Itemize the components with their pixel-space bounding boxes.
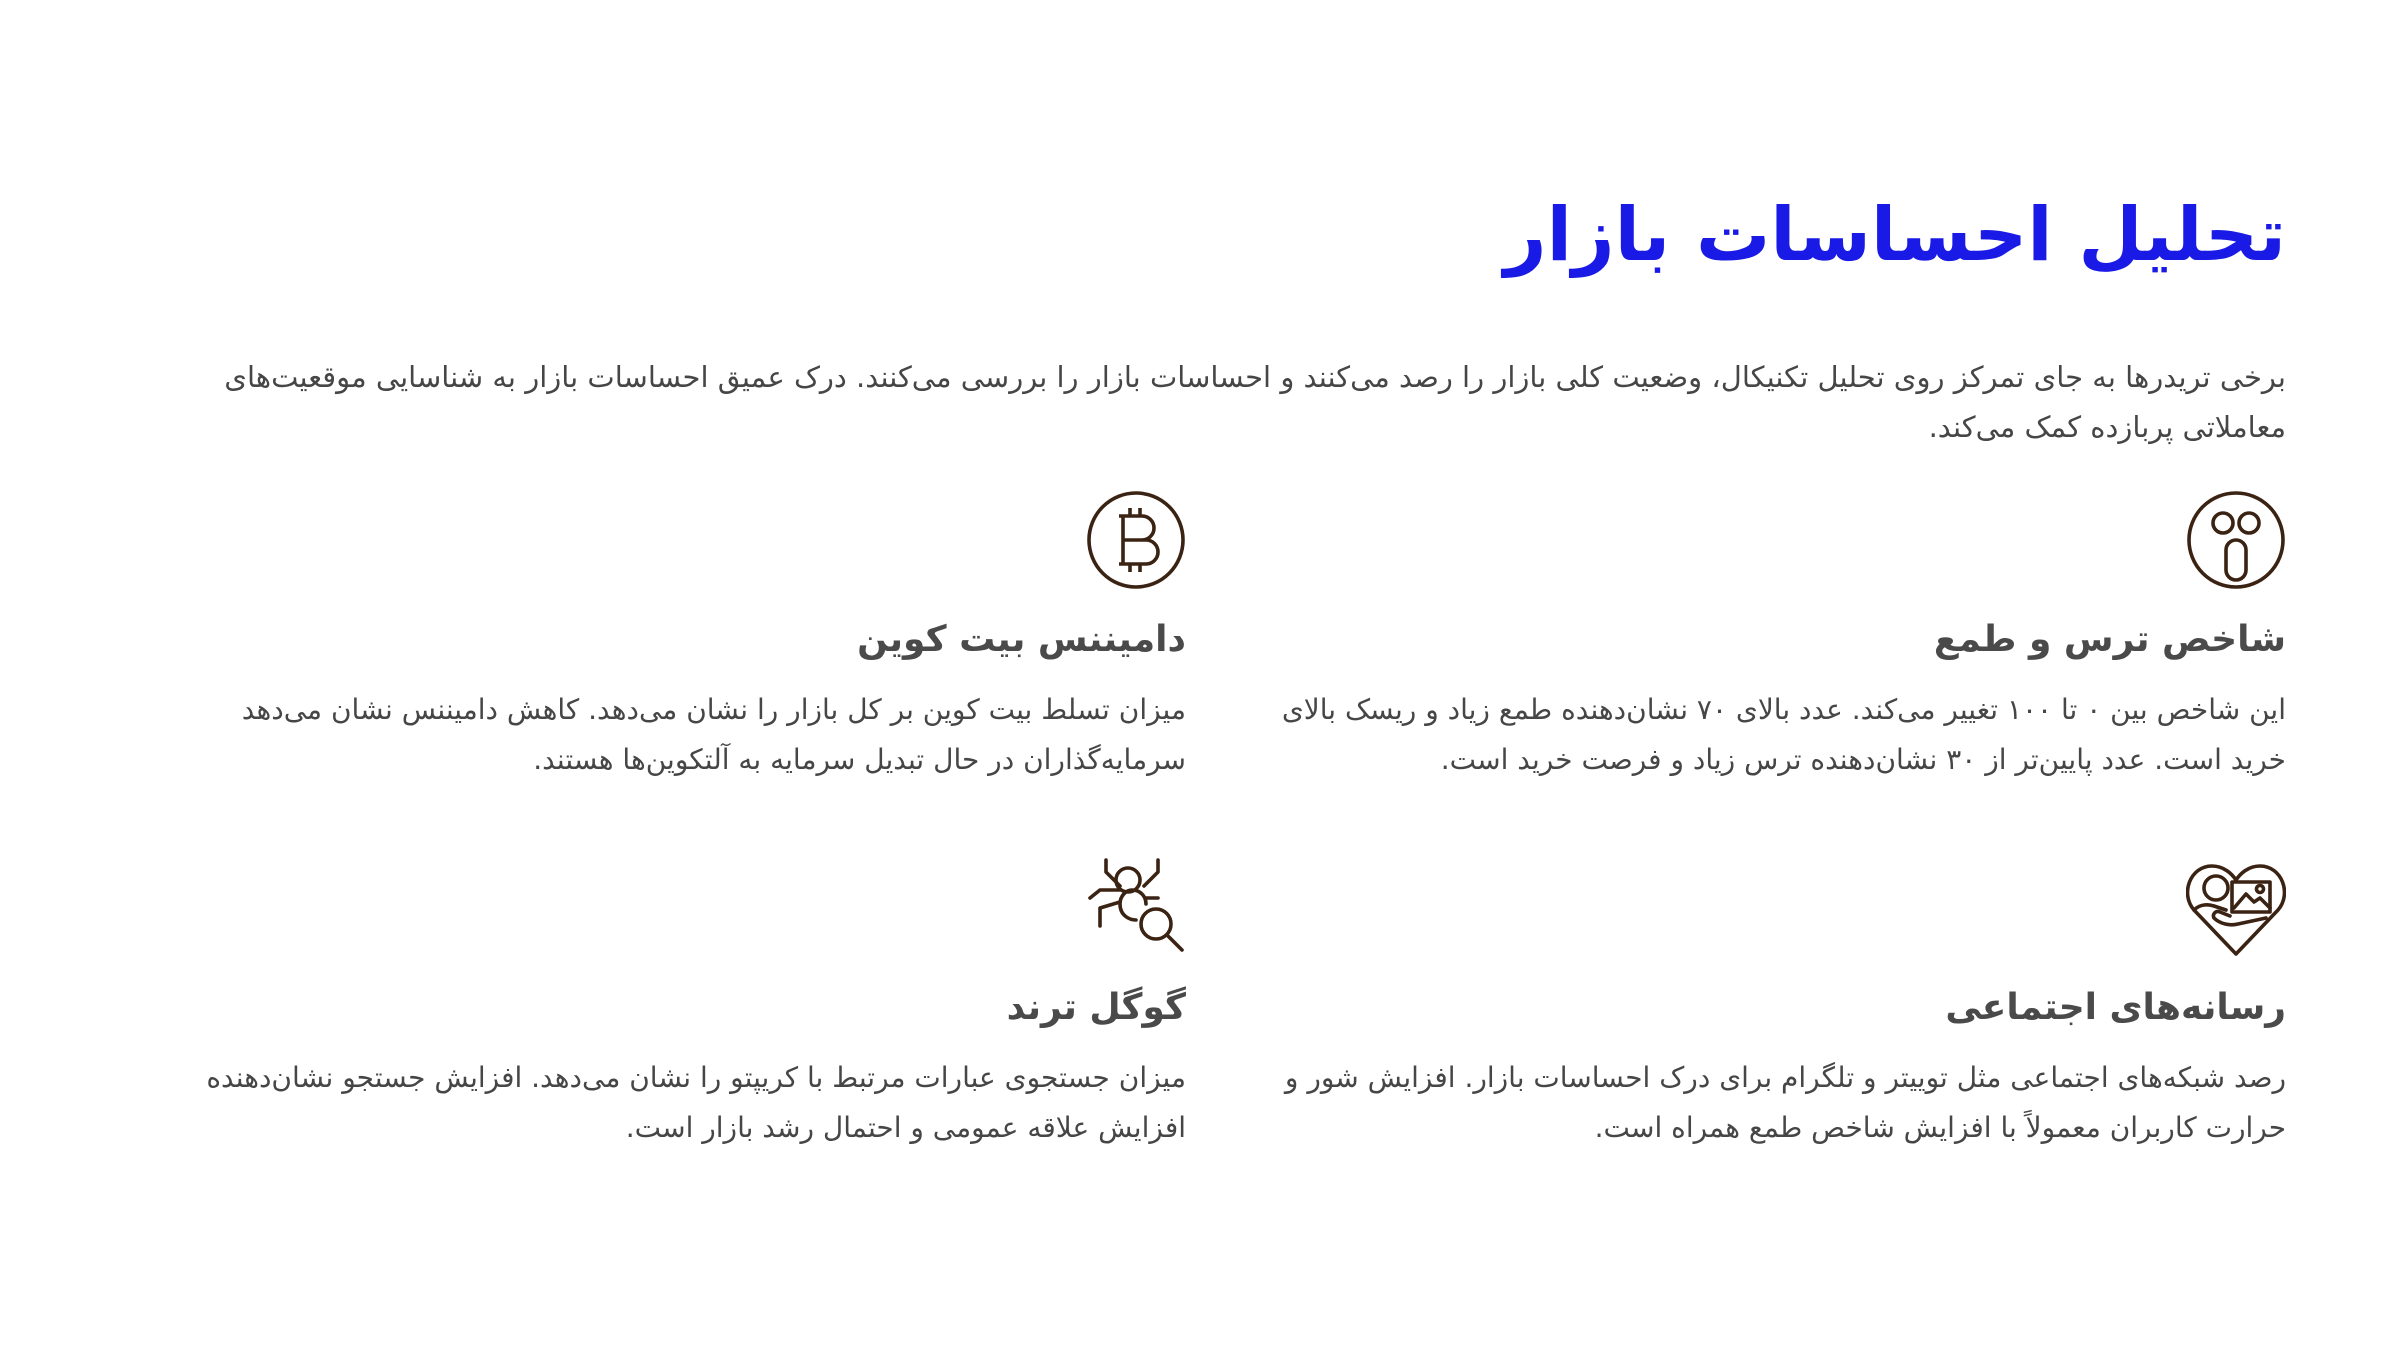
card-title: گوگل ترند [1006, 987, 1186, 1028]
bitcoin-icon [1086, 490, 1186, 590]
heart-social-media-icon [2186, 858, 2286, 958]
shocked-face-icon [2186, 490, 2286, 590]
intro-paragraph: برخی تریدرها به جای تمرکز روی تحلیل تکنیکال، وضعیت کلی بازار را رصد می‌کنند و احساسات بازار را بررسی می‌کنند. درک عمیق احساسات بازار به شناسایی موقعیت‌های معاملاتی پربازده کمک می‌کند. [224, 360, 2286, 444]
bug-search-icon [1086, 858, 1186, 958]
card-body: رصد شبکه‌های اجتماعی مثل توییتر و تلگرام برای درک احساسات بازار. افزایش شور و حرارت کاربران معمولاً با افزایش شاخص طمع همراه است. [1284, 1061, 2286, 1144]
card-body: این شاخص بین ۰ تا ۱۰۰ تغییر می‌کند. عدد بالای ۷۰ نشان‌دهنده طمع زیاد و ریسک بالای خرید است. عدد پایین‌تر از ۳۰ نشان‌دهنده ترس زیاد و فرصت خرید است. [1281, 693, 2286, 776]
card-body: میزان جستجوی عبارات مرتبط با کریپتو را نشان می‌دهد. افزایش جستجو نشان‌دهنده افزایش علاقه عمومی و احتمال رشد بازار است. [206, 1061, 1186, 1144]
card-title: شاخص ترس و طمع [1933, 619, 2286, 660]
card-title: رسانه‌های اجتماعی [1945, 987, 2286, 1028]
card-title: دامیننس بیت کوین [857, 619, 1186, 660]
page-title: تحلیل احساسات بازار [1504, 192, 2286, 278]
card-body: میزان تسلط بیت کوین بر کل بازار را نشان می‌دهد. کاهش دامیننس نشان می‌دهد سرمایه‌گذاران در حال تبدیل سرمایه به آلتکوین‌ها هستند. [241, 693, 1186, 776]
